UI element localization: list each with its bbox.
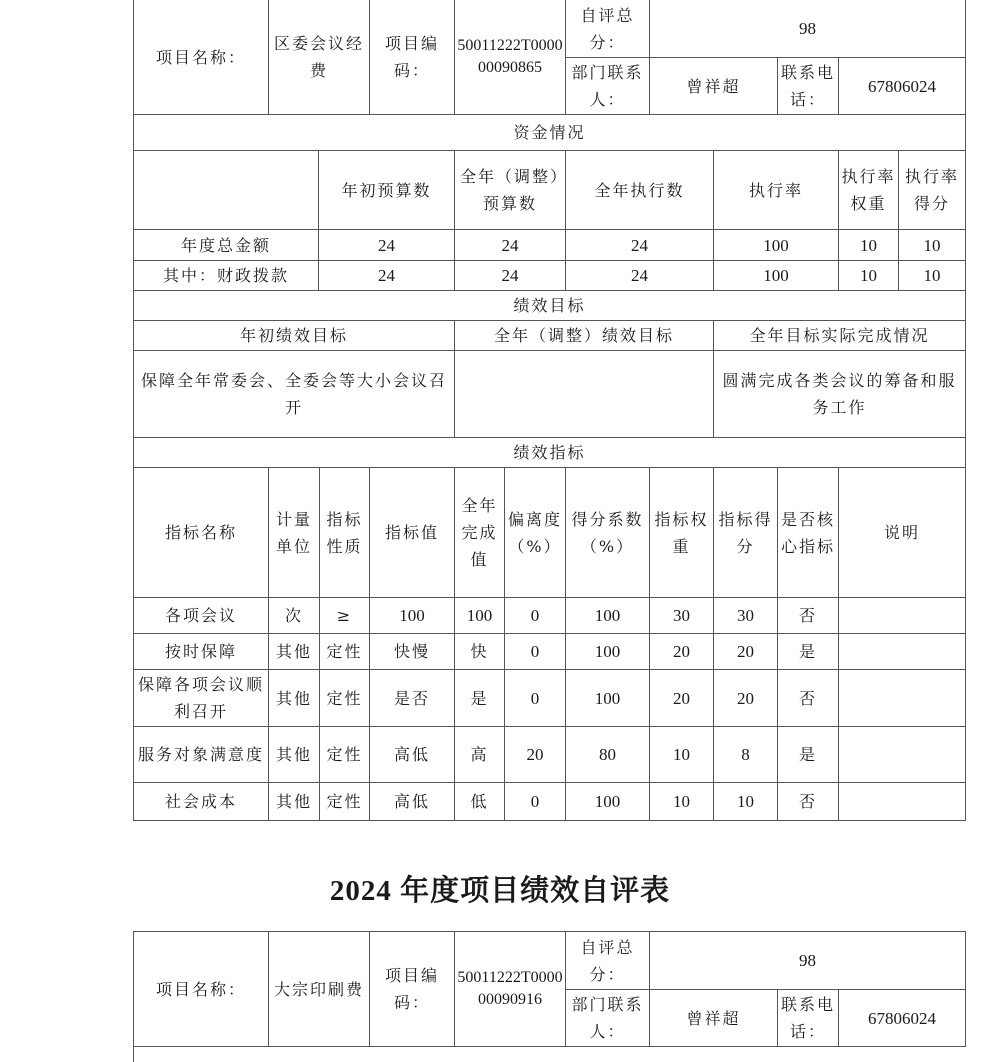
indicator-target: 100 — [370, 598, 455, 634]
indicator-unit: 次 — [269, 598, 320, 634]
indicator-note — [839, 634, 966, 670]
funds-cell: 24 — [455, 261, 566, 291]
funds-cell: 10 — [899, 261, 966, 291]
indicator-note — [839, 670, 966, 727]
funds-cell: 24 — [566, 261, 714, 291]
funds-cell: 24 — [319, 230, 455, 261]
indicator-coefficient: 80 — [566, 727, 650, 783]
indicator-actual: 高 — [455, 727, 505, 783]
funds-col-header: 年初预算数 — [319, 151, 455, 230]
funds-col-header: 执行率权重 — [839, 151, 899, 230]
indicator-core-flag: 否 — [778, 598, 839, 634]
project-name-value: 大宗印刷费 — [269, 932, 370, 1047]
goals-col-header: 全年（调整）绩效目标 — [455, 321, 714, 351]
indicator-weight: 30 — [650, 598, 714, 634]
indicator-core-flag: 否 — [778, 783, 839, 821]
funds-cell: 10 — [839, 230, 899, 261]
indicator-unit: 其他 — [269, 634, 320, 670]
indicator-actual: 快 — [455, 634, 505, 670]
indicator-col-header: 偏离度（%） — [505, 468, 566, 598]
funds-section-title: 资金情况 — [134, 115, 966, 151]
indicator-deviation: 20 — [505, 727, 566, 783]
project-code-value: 50011222T000000090916 — [455, 932, 566, 1047]
funds-row-label: 其中：财政拨款 — [134, 261, 319, 291]
project-name-value: 区委会议经费 — [269, 0, 370, 115]
contact-person-label: 部门联系人： — [566, 58, 650, 115]
indicator-weight: 10 — [650, 783, 714, 821]
funds-row-label: 年度总金额 — [134, 230, 319, 261]
funds-cell: 24 — [566, 230, 714, 261]
contact-phone-label: 联系电话： — [778, 990, 839, 1047]
contact-phone-label: 联系电话： — [778, 58, 839, 115]
indicator-col-header: 指标性质 — [320, 468, 370, 598]
indicator-deviation: 0 — [505, 634, 566, 670]
indicator-note — [839, 598, 966, 634]
indicator-name: 各项会议 — [134, 598, 269, 634]
indicator-target: 高低 — [370, 783, 455, 821]
self-score-value: 98 — [650, 932, 966, 990]
indicator-name: 社会成本 — [134, 783, 269, 821]
indicator-deviation: 0 — [505, 598, 566, 634]
indicator-unit: 其他 — [269, 727, 320, 783]
project-code-label: 项目编码： — [370, 932, 455, 1047]
indicator-name: 服务对象满意度 — [134, 727, 269, 783]
indicators-section-title: 绩效指标 — [134, 438, 966, 468]
funds-col-header: 执行率 — [714, 151, 839, 230]
indicator-col-header: 全年完成值 — [455, 468, 505, 598]
indicator-weight: 10 — [650, 727, 714, 783]
indicator-score: 8 — [714, 727, 778, 783]
goals-col-header: 全年目标实际完成情况 — [714, 321, 966, 351]
self-score-value: 98 — [650, 0, 966, 58]
funds-cell: 24 — [319, 261, 455, 291]
contact-phone-value: 67806024 — [839, 58, 966, 115]
indicator-name: 保障各项会议顺利召开 — [134, 670, 269, 727]
indicator-nature: 定性 — [320, 670, 370, 727]
indicator-nature: ≥ — [320, 598, 370, 634]
funds-corner-cell — [134, 151, 319, 230]
indicator-deviation: 0 — [505, 670, 566, 727]
indicator-coefficient: 100 — [566, 598, 650, 634]
indicator-coefficient: 100 — [566, 634, 650, 670]
goals-section-title: 绩效目标 — [134, 291, 966, 321]
indicator-coefficient: 100 — [566, 670, 650, 727]
funds-col-header: 全年（调整）预算数 — [455, 151, 566, 230]
project-code-label: 项目编码： — [370, 0, 455, 115]
indicator-col-header: 指标得分 — [714, 468, 778, 598]
indicator-col-header: 指标值 — [370, 468, 455, 598]
page-title: 2024 年度项目绩效自评表 — [329, 875, 671, 907]
funds-col-header: 执行率得分 — [899, 151, 966, 230]
indicator-note — [839, 783, 966, 821]
indicator-nature: 定性 — [320, 727, 370, 783]
contact-person-label: 部门联系人： — [566, 990, 650, 1047]
goals-initial-text: 保障全年常委会、全委会等大小会议召开 — [134, 351, 455, 438]
indicator-core-flag: 是 — [778, 727, 839, 783]
indicator-score: 30 — [714, 598, 778, 634]
self-score-label: 自评总分： — [566, 0, 650, 58]
indicator-col-header: 计量单位 — [269, 468, 320, 598]
contact-person-value: 曾祥超 — [650, 58, 778, 115]
indicator-target: 是否 — [370, 670, 455, 727]
indicator-unit: 其他 — [269, 670, 320, 727]
indicator-actual: 低 — [455, 783, 505, 821]
indicator-deviation: 0 — [505, 783, 566, 821]
funds-cell: 24 — [455, 230, 566, 261]
indicator-target: 高低 — [370, 727, 455, 783]
contact-person-value: 曾祥超 — [650, 990, 778, 1047]
indicator-coefficient: 100 — [566, 783, 650, 821]
indicator-weight: 20 — [650, 670, 714, 727]
funds-col-header: 全年执行数 — [566, 151, 714, 230]
indicator-core-flag: 是 — [778, 634, 839, 670]
goals-adjusted-text — [455, 351, 714, 438]
indicator-actual: 是 — [455, 670, 505, 727]
indicator-score: 10 — [714, 783, 778, 821]
funds-cell: 10 — [899, 230, 966, 261]
goals-actual-text: 圆满完成各类会议的筹备和服务工作 — [714, 351, 966, 438]
project-name-label: 项目名称： — [134, 0, 269, 115]
performance-table-1 — [133, 0, 966, 821]
indicator-target: 快慢 — [370, 634, 455, 670]
indicator-col-header: 指标权重 — [650, 468, 714, 598]
funds-cell: 100 — [714, 261, 839, 291]
indicator-col-header: 指标名称 — [134, 468, 269, 598]
indicator-actual: 100 — [455, 598, 505, 634]
contact-phone-value: 67806024 — [839, 990, 966, 1047]
indicator-nature: 定性 — [320, 783, 370, 821]
funds-cell: 10 — [839, 261, 899, 291]
indicator-weight: 20 — [650, 634, 714, 670]
indicator-core-flag: 否 — [778, 670, 839, 727]
project-code-value: 50011222T000000090865 — [455, 0, 566, 115]
indicator-col-header: 得分系数（%） — [566, 468, 650, 598]
performance-table-2 — [133, 931, 966, 1062]
funds-cell: 100 — [714, 230, 839, 261]
indicator-name: 按时保障 — [134, 634, 269, 670]
indicator-unit: 其他 — [269, 783, 320, 821]
indicator-score: 20 — [714, 634, 778, 670]
project-name-label: 项目名称： — [134, 932, 269, 1047]
self-score-label: 自评总分： — [566, 932, 650, 990]
goals-col-header: 年初绩效目标 — [134, 321, 455, 351]
indicator-col-header: 是否核心指标 — [778, 468, 839, 598]
indicator-col-header: 说明 — [839, 468, 966, 598]
indicator-score: 20 — [714, 670, 778, 727]
indicator-nature: 定性 — [320, 634, 370, 670]
indicator-note — [839, 727, 966, 783]
